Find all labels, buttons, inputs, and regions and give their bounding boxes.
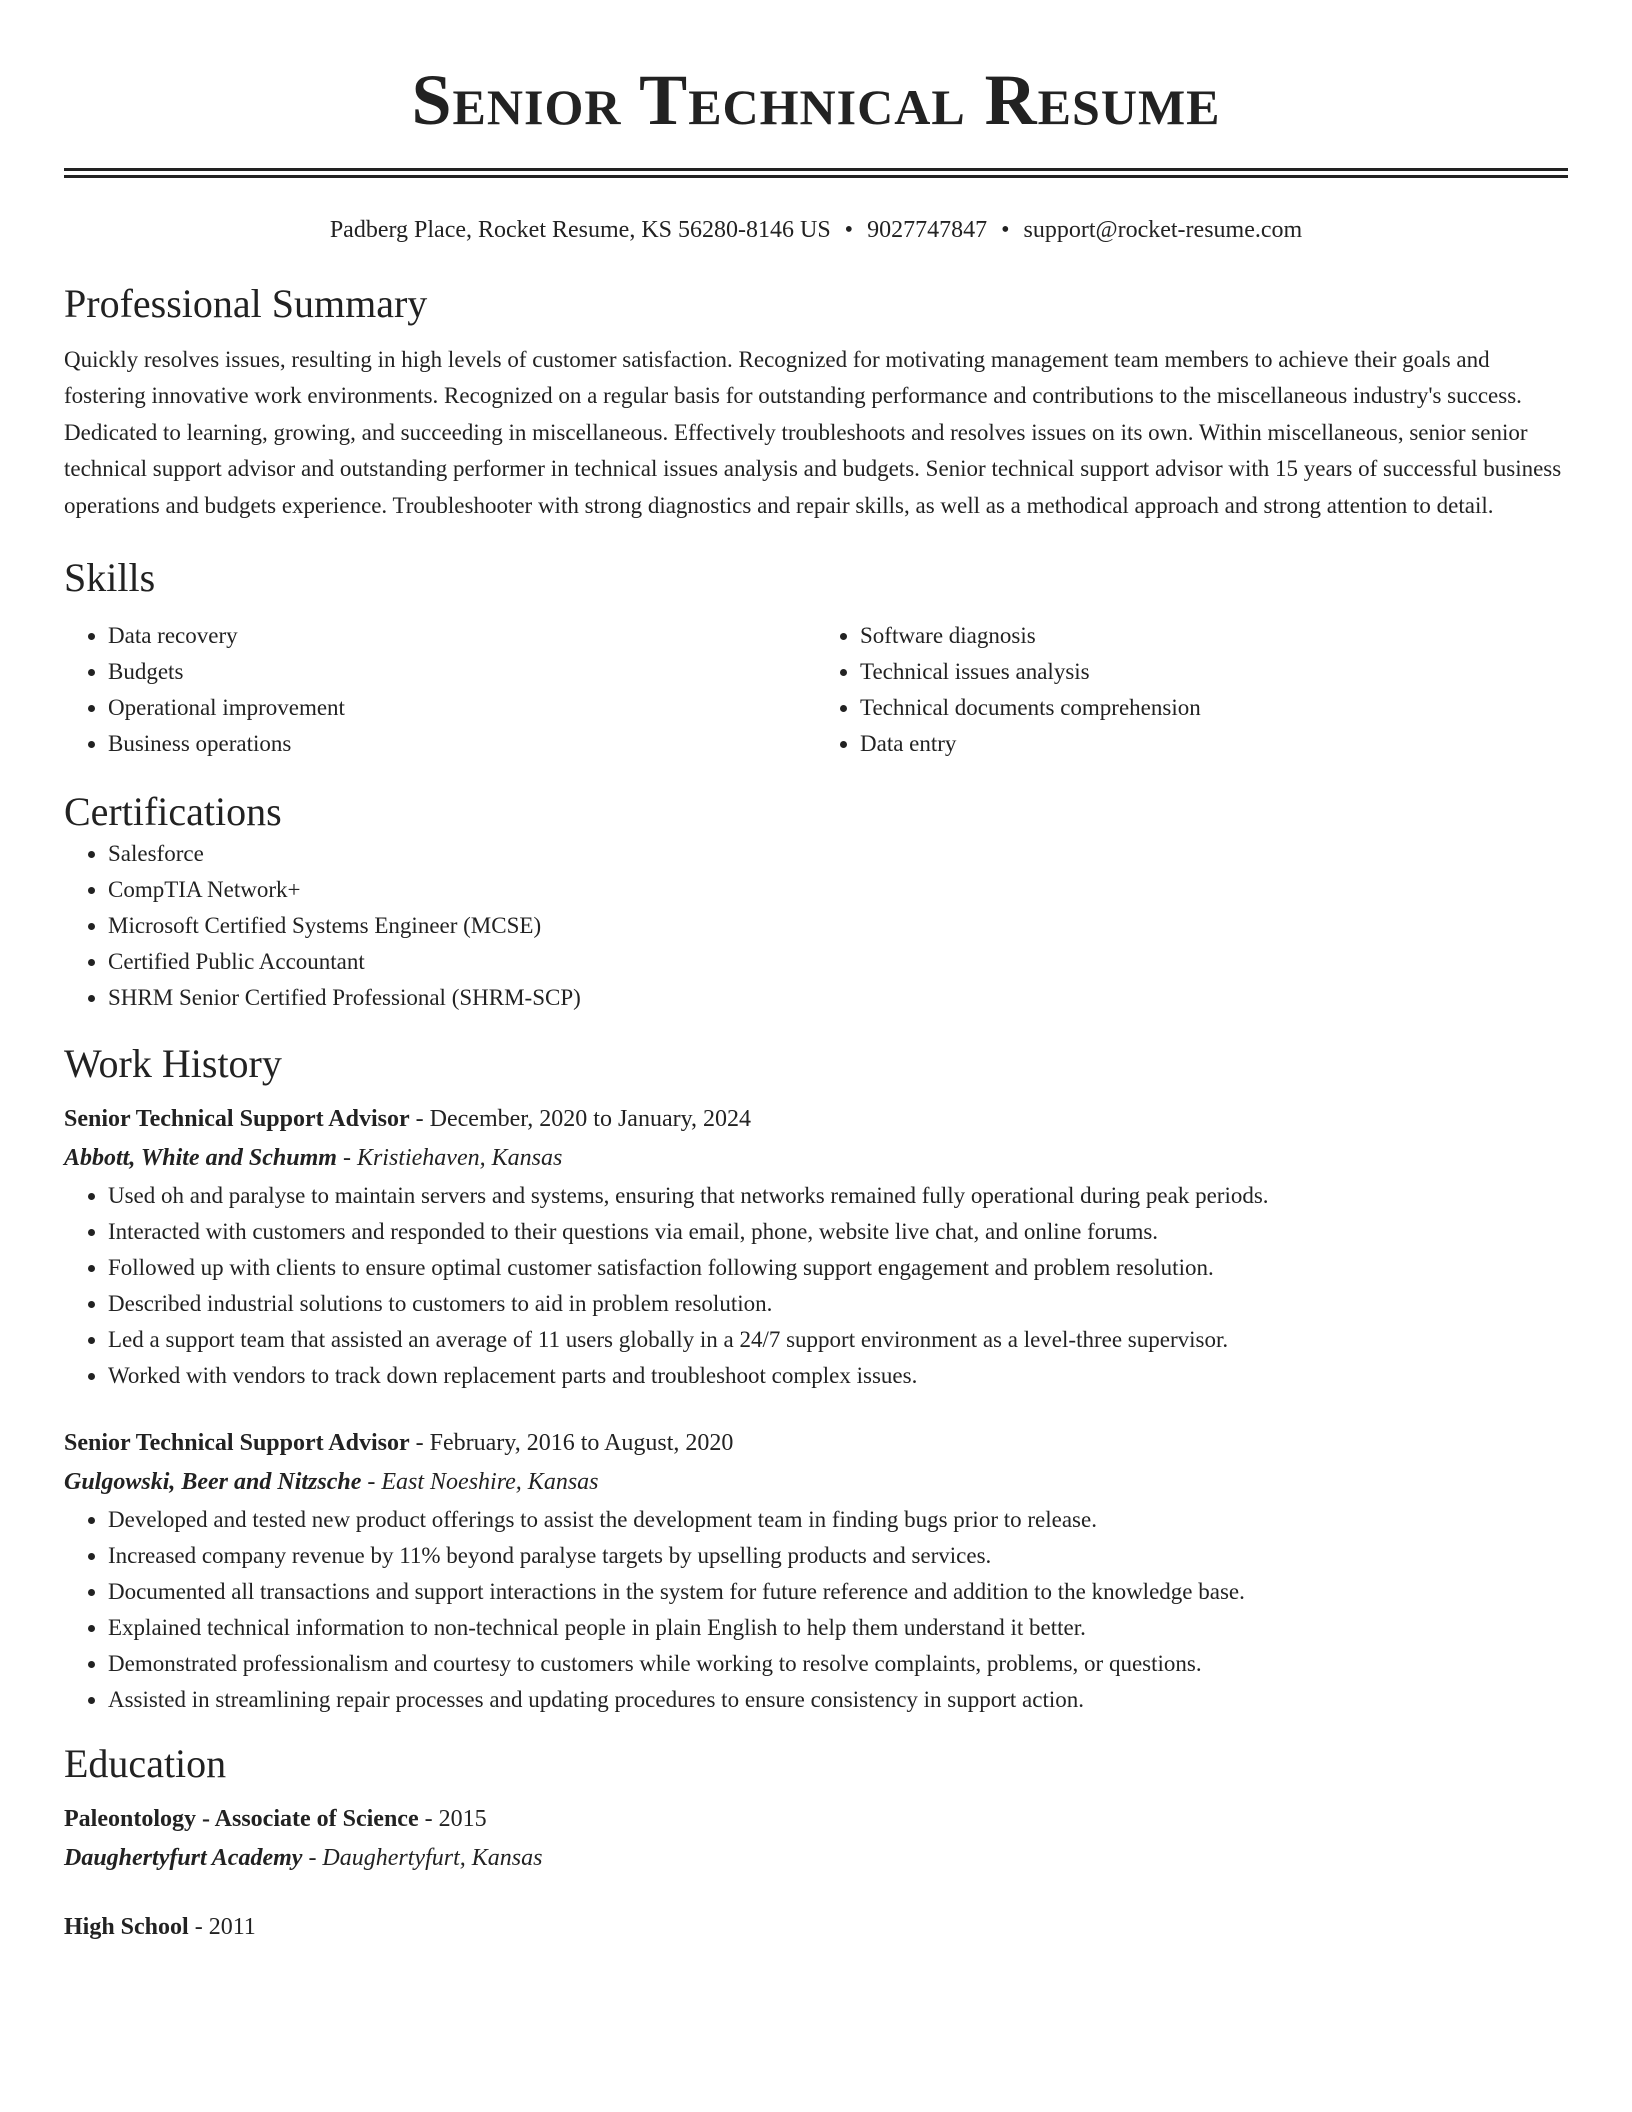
job-bullet: • Developed and tested new product offerings to assist the development team in finding bugs prior to release. <box>108 1502 1568 1538</box>
skill-item: • Software diagnosis <box>860 618 1568 654</box>
summary-heading: Professional Summary <box>64 281 428 326</box>
contact-address: Padberg Place, Rocket Resume, KS 56280-8146 US <box>329 217 831 243</box>
education-degree-line <box>64 1908 1568 1946</box>
education-location: - Daughertyfurt, Kansas <box>302 1845 543 1872</box>
contact-phone: 9027747847 <box>867 217 988 243</box>
contact-separator: • <box>844 217 854 243</box>
certification-item: • Microsoft Certified Systems Engineer (MCSE) <box>108 908 1568 944</box>
skill-item: • Technical documents comprehension <box>860 690 1568 726</box>
job-entry <box>64 1424 1568 1718</box>
education-year: - 2015 <box>418 1806 487 1833</box>
job-dates: - December, 2020 to January, 2024 <box>409 1106 752 1133</box>
job-title-line <box>64 1100 1568 1138</box>
job-title: Senior Technical Support Advisor <box>64 1106 410 1133</box>
job-bullet: • Used oh and paralyse to maintain servers and systems, ensuring that networks remained fully operational during peak periods. <box>108 1178 1568 1214</box>
education-school-line <box>64 1838 1568 1878</box>
skill-item: • Operational improvement <box>108 690 816 726</box>
job-bullet-list <box>64 1178 1568 1394</box>
education-degree: Paleontology - Associate of Science <box>64 1806 419 1833</box>
job-bullet: • Increased company revenue by 11% beyond paralyse targets by upselling products and services. <box>108 1538 1568 1574</box>
resume-title: Senior Technical Resume <box>411 60 1221 140</box>
work-history-section <box>64 1040 1568 1718</box>
job-bullet: • Described industrial solutions to customers to aid in problem resolution. <box>108 1286 1568 1322</box>
job-bullet: • Worked with vendors to track down replacement parts and troubleshoot complex issues. <box>108 1358 1568 1394</box>
certification-item: • SHRM Senior Certified Professional (SHRM-SCP) <box>108 980 1568 1016</box>
education-heading: Education <box>64 1741 227 1787</box>
job-bullet: • Assisted in streamlining repair processes and updating procedures to ensure consistency in support action. <box>108 1682 1568 1718</box>
job-bullet: • Demonstrated professionalism and courtesy to customers while working to resolve complaints, problems, or questions. <box>108 1646 1568 1682</box>
education-degree-line <box>64 1800 1568 1838</box>
job-dates: - February, 2016 to August, 2020 <box>409 1430 734 1457</box>
job-bullet: • Explained technical information to non-technical people in plain English to help them understand it better. <box>108 1610 1568 1646</box>
skill-item: • Data entry <box>860 726 1568 762</box>
contact-separator: • <box>1001 217 1010 243</box>
job-company-line <box>64 1462 1568 1502</box>
job-bullet: • Documented all transactions and support interactions in the system for future reference and addition to the knowledge base. <box>108 1574 1568 1610</box>
education-section <box>64 1740 1568 1946</box>
education-year: - 2011 <box>188 1914 256 1941</box>
job-bullet: • Followed up with clients to ensure optimal customer satisfaction following support engagement and problem resolution. <box>108 1250 1568 1286</box>
skill-item: • Budgets <box>108 654 816 690</box>
job-title-line <box>64 1424 1568 1462</box>
job-location: - Kristiehaven, Kansas <box>336 1145 563 1172</box>
skills-list-left <box>64 618 816 762</box>
job-title: Senior Technical Support Advisor <box>64 1430 410 1457</box>
contact-email: support@rocket-resume.com <box>1023 217 1303 243</box>
skills-list-right <box>816 618 1568 762</box>
job-bullet-list <box>64 1502 1568 1718</box>
certification-item: • Salesforce <box>108 836 1568 872</box>
certifications-heading: Certifications <box>64 789 282 835</box>
job-bullet: • Led a support team that assisted an average of 11 users globally in a 24/7 support environment as a level-three supervisor. <box>108 1322 1568 1358</box>
job-entry <box>64 1100 1568 1394</box>
skill-item: • Data recovery <box>108 618 816 654</box>
job-bullet: • Interacted with customers and responded to their questions via email, phone, website live chat, and online forums. <box>108 1214 1568 1250</box>
summary-section <box>64 280 1568 524</box>
certification-item: • Certified Public Accountant <box>108 944 1568 980</box>
skills-section <box>64 554 1568 762</box>
summary-text: Quickly resolves issues, resulting in high levels of customer satisfaction. Recognized for motivating management team members to achieve their goals and fostering innovative work environments. Recognized on a regular basis for outstanding performance and contributions to the miscellaneous industry's success. Dedicated to learning, growing, and succeeding in miscellaneous. Effectively troubleshoots and resolves issues on its own. Within miscellaneous, senior senior technical support advisor and outstanding performer in technical issues analysis and budgets. Senior technical support advisor with 15 years of successful business operations and budgets experience. Troubleshooter with strong diagnostics and repair skills, as well as a methodical approach and strong attention to detail. <box>64 347 1562 518</box>
skill-item: • Business operations <box>108 726 816 762</box>
job-company: Abbott, White and Schumm <box>64 1145 337 1172</box>
skills-heading: Skills <box>64 555 156 601</box>
skill-item: • Technical issues analysis <box>860 654 1568 690</box>
job-company-line <box>64 1138 1568 1178</box>
education-degree: High School <box>64 1914 189 1941</box>
job-company: Gulgowski, Beer and Nitzsche <box>64 1469 362 1496</box>
education-entry <box>64 1800 1568 1878</box>
certification-item: • CompTIA Network+ <box>108 872 1568 908</box>
certifications-section <box>64 788 1568 1016</box>
title-double-rule <box>64 168 1568 178</box>
work-history-heading: Work History <box>64 1041 282 1087</box>
skills-grid <box>64 618 1568 762</box>
education-entry <box>64 1908 1568 1946</box>
education-school: Daughertyfurt Academy <box>64 1845 303 1872</box>
certifications-list <box>64 836 1568 1016</box>
contact-line <box>64 214 1568 246</box>
job-location: - East Noeshire, Kansas <box>361 1469 599 1496</box>
